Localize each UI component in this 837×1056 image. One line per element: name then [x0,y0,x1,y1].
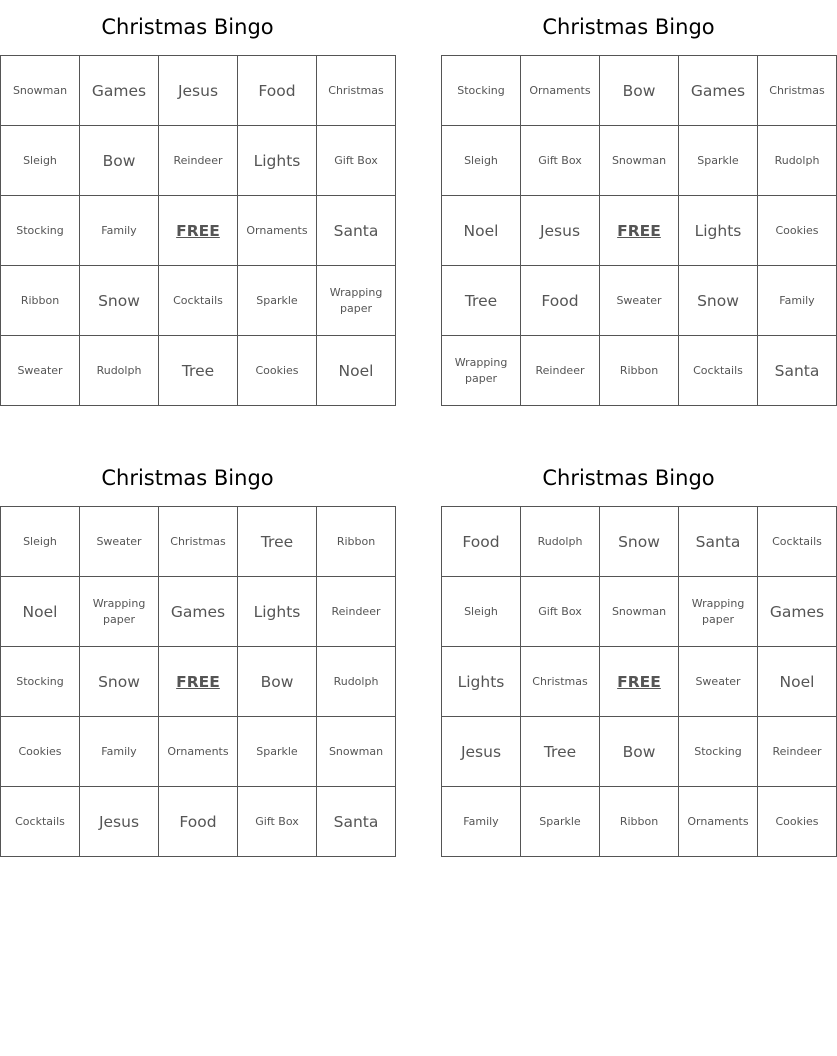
bingo-cell: Sweater [679,647,758,717]
bingo-cell: Snow [80,266,159,336]
bingo-row [1,717,396,787]
bingo-cell: Gift Box [317,126,396,196]
bingo-cell: Snow [679,266,758,336]
bingo-cell: Ornaments [238,196,317,266]
free-space-cell: FREE [600,647,679,717]
bingo-cell: Stocking [1,647,80,717]
bingo-cell: Cookies [758,196,837,266]
bingo-cell: Jesus [442,717,521,787]
bingo-cell: Ornaments [521,56,600,126]
bingo-cell: Rudolph [317,647,396,717]
bingo-cell: Cocktails [1,787,80,857]
bingo-cell: Lights [238,577,317,647]
bingo-row [442,717,837,787]
bingo-cell: Sweater [600,266,679,336]
bingo-cell: Snow [600,507,679,577]
bingo-row [1,56,396,126]
bingo-cell: Bow [238,647,317,717]
bingo-row [442,196,837,266]
bingo-cell: Christmas [159,507,238,577]
bingo-cell: Christmas [317,56,396,126]
bingo-cell: Jesus [521,196,600,266]
bingo-cell: Bow [80,126,159,196]
bingo-cell: Games [80,56,159,126]
bingo-cell: Sweater [80,507,159,577]
bingo-cell: Family [442,787,521,857]
bingo-cell: Wrapping paper [80,577,159,647]
bingo-cell: Sparkle [238,266,317,336]
bingo-cell: Family [758,266,837,336]
bingo-cell: Reindeer [521,336,600,406]
free-space-cell: FREE [159,647,238,717]
bingo-cell: Ribbon [317,507,396,577]
bingo-cell: Wrapping paper [317,266,396,336]
bingo-cell: Rudolph [758,126,837,196]
bingo-row [442,647,837,717]
bingo-cell: Santa [758,336,837,406]
bingo-cell: Bow [600,717,679,787]
bingo-cell: Tree [521,717,600,787]
bingo-cell: Wrapping paper [679,577,758,647]
bingo-cell: Stocking [1,196,80,266]
bingo-cell: Snowman [600,577,679,647]
bingo-cell: Family [80,196,159,266]
bingo-cell: Cookies [238,336,317,406]
bingo-cell: Ornaments [159,717,238,787]
bingo-row [442,56,837,126]
bingo-cell: Lights [442,647,521,717]
bingo-cell: Sparkle [521,787,600,857]
bingo-card-3 [0,451,384,857]
bingo-cell: Christmas [521,647,600,717]
bingo-row [1,787,396,857]
card-title: Christmas Bingo [101,15,274,39]
bingo-cell: Gift Box [521,126,600,196]
bingo-cell: Sparkle [238,717,317,787]
bingo-cell: Sleigh [442,126,521,196]
bingo-cell: Tree [238,507,317,577]
bingo-card-4 [441,451,825,857]
bingo-cell: Games [758,577,837,647]
bingo-grid [0,55,396,406]
bingo-cell: Sleigh [1,507,80,577]
bingo-card-2 [441,0,825,406]
bingo-row [1,336,396,406]
bingo-cell: Jesus [159,56,238,126]
bingo-row [442,577,837,647]
bingo-cell: Lights [238,126,317,196]
bingo-row [442,336,837,406]
bingo-cell: Noel [1,577,80,647]
bingo-grid [441,506,837,857]
bingo-cell: Stocking [679,717,758,787]
bingo-cell: Ribbon [1,266,80,336]
bingo-cell: Cookies [758,787,837,857]
bingo-cell: Santa [317,196,396,266]
bingo-cell: Games [159,577,238,647]
bingo-cell: Santa [317,787,396,857]
bingo-cell: Santa [679,507,758,577]
bingo-row [1,196,396,266]
bingo-cell: Ribbon [600,787,679,857]
bingo-grid [0,506,396,857]
free-space-cell: FREE [159,196,238,266]
bingo-cell: Cocktails [758,507,837,577]
bingo-cell: Sleigh [1,126,80,196]
bingo-cell: Rudolph [521,507,600,577]
bingo-cell: Gift Box [238,787,317,857]
bingo-cell: Gift Box [521,577,600,647]
bingo-cell: Sparkle [679,126,758,196]
bingo-cell: Ornaments [679,787,758,857]
bingo-cell: Stocking [442,56,521,126]
bingo-grid [441,55,837,406]
card-title: Christmas Bingo [101,466,274,490]
bingo-cell: Rudolph [80,336,159,406]
bingo-cell: Noel [758,647,837,717]
bingo-cell: Food [442,507,521,577]
bingo-cell: Cocktails [159,266,238,336]
bingo-cell: Reindeer [317,577,396,647]
bingo-cell: Food [159,787,238,857]
bingo-cell: Food [521,266,600,336]
bingo-cell: Games [679,56,758,126]
bingo-cell: Lights [679,196,758,266]
bingo-row [442,787,837,857]
bingo-cell: Cookies [1,717,80,787]
bingo-row [1,507,396,577]
bingo-cell: Tree [159,336,238,406]
bingo-cell: Noel [442,196,521,266]
bingo-cell: Food [238,56,317,126]
bingo-row [442,266,837,336]
bingo-row [1,126,396,196]
bingo-cell: Jesus [80,787,159,857]
bingo-cell: Wrapping paper [442,336,521,406]
bingo-cell: Sweater [1,336,80,406]
bingo-cell: Bow [600,56,679,126]
bingo-row [1,577,396,647]
bingo-cell: Snowman [317,717,396,787]
card-title: Christmas Bingo [542,466,715,490]
bingo-cell: Reindeer [758,717,837,787]
bingo-row [442,126,837,196]
bingo-cell: Snowman [600,126,679,196]
bingo-cell: Cocktails [679,336,758,406]
bingo-row [1,647,396,717]
bingo-cell: Tree [442,266,521,336]
bingo-cell: Christmas [758,56,837,126]
bingo-row [442,507,837,577]
bingo-cell: Sleigh [442,577,521,647]
card-title: Christmas Bingo [542,15,715,39]
bingo-row [1,266,396,336]
bingo-cell: Ribbon [600,336,679,406]
bingo-card-1 [0,0,384,406]
bingo-cell: Family [80,717,159,787]
bingo-cell: Snow [80,647,159,717]
bingo-cell: Reindeer [159,126,238,196]
bingo-cell: Snowman [1,56,80,126]
free-space-cell: FREE [600,196,679,266]
bingo-cell: Noel [317,336,396,406]
